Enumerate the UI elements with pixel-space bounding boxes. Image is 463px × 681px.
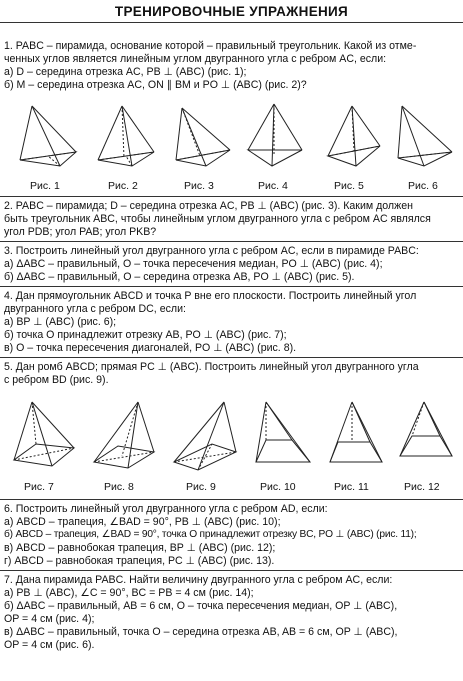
caption-fig-3: Рис. 3 [184,180,214,192]
problem-2-line-3: угол PDB; угол PAB; угол PKB? [4,226,157,238]
problem-4-line-4: б) точка O принадлежит отрезку AB, PO ⊥ (ABC) (рис. 7); [4,329,287,341]
divider-4 [0,357,463,358]
caption-fig-6: Рис. 6 [408,180,438,192]
problem-7-line-3: б) ΔABC – правильный, AB = 6 см, O – точка пересечения медиан, OP ⊥ (ABC), [4,600,398,612]
figure-11-pyramid [324,396,388,474]
figure-4-pyramid [242,100,308,172]
problem-1-line-4: б) M – середина отрезка AC, ON ∥ BM и PO ⊥ (ABC) (рис. 2)? [4,79,307,91]
problem-6-line-2: а) ABCD – трапеция, ∠BAD = 90°, PB ⊥ (ABC) (рис. 10); [4,516,281,528]
caption-fig-4: Рис. 4 [258,180,288,192]
divider-6 [0,570,463,571]
figure-2-pyramid [92,100,160,172]
problem-4-line-3: а) BP ⊥ (ABC) (рис. 6); [4,316,117,328]
figure-7-pyramid [8,396,80,474]
problem-1-line-3: а) D – середина отрезка AC, PB ⊥ (ABC) (рис. 1); [4,66,247,78]
figure-1-pyramid [12,100,82,172]
figure-5-pyramid [322,100,384,172]
page-title: ТРЕНИРОВОЧНЫЕ УПРАЖНЕНИЯ [114,4,349,19]
figure-8-pyramid [88,396,160,474]
figure-9-pyramid [168,396,242,474]
caption-fig-12: Рис. 12 [404,481,440,493]
problem-2-line-2: быть треугольник ABC, чтобы линейным углом двугранного угла с ребром AC являлся [4,213,431,225]
problem-3-line-2: а) ΔABC – правильный, O – точка пересечения медиан, PO ⊥ (ABC) (рис. 4); [4,258,383,270]
problem-5-line-2: с ребром BD (рис. 9). [4,374,109,386]
problem-4-line-2: двугранного угла с ребром DC, если: [4,303,186,315]
problem-4-line-1: 4. Дан прямоугольник ABCD и точка P вне его плоскости. Построить линейный угол [4,290,417,302]
caption-fig-2: Рис. 2 [108,180,138,192]
divider-5 [0,499,463,500]
caption-fig-9: Рис. 9 [186,481,216,493]
problem-7-line-5: в) ΔABC – правильный, точка O – середина отрезка AB, AB = 6 см, OP ⊥ (ABC), [4,626,398,638]
figures-row-2 [0,392,463,497]
caption-fig-7: Рис. 7 [24,481,54,493]
problem-7-line-6: OP = 4 см (рис. 6). [4,639,95,651]
title-divider [0,22,463,23]
problem-2-line-1: 2. PABC – пирамида; D – середина отрезка AC, PB ⊥ (ABC) (рис. 3). Каким должен [4,200,413,212]
problem-6-line-3: б) ABCD – трапеция, ∠BAD = 90°, точка O принадлежит отрезку BC, PO ⊥ (ABC) (рис. 11); [4,529,417,540]
divider-1 [0,196,463,197]
problem-1-line-1: 1. PABC – пирамида, основание которой – правильный треугольник. Какой из отме- [4,40,417,52]
divider-3 [0,286,463,287]
figures-row-1 [0,100,463,195]
problem-5-line-1: 5. Дан ромб ABCD; прямая PC ⊥ (ABC). Построить линейный угол двугранного угла [4,361,419,373]
problem-3-line-3: б) ΔABC – правильный, O – середина отрезка AB, PO ⊥ (ABC) (рис. 5). [4,271,355,283]
figure-3-pyramid [170,100,236,172]
problem-3-line-1: 3. Построить линейный угол двугранного угла с ребром AC, если в пирамиде PABC: [4,245,419,257]
caption-fig-8: Рис. 8 [104,481,134,493]
problem-4-line-5: в) O – точка пересечения диагоналей, PO ⊥ (ABC) (рис. 8). [4,342,297,354]
figure-10-pyramid [248,396,316,474]
problem-6-line-4: в) ABCD – равнобокая трапеция, BP ⊥ (ABC) (рис. 12); [4,542,276,554]
divider-2 [0,241,463,242]
problem-1-line-2: ченных углов является линейным углом двугранного угла с ребром AC, если: [4,53,387,65]
caption-fig-5: Рис. 5 [334,180,364,192]
caption-fig-11: Рис. 11 [334,481,369,493]
problem-7-line-2: а) PB ⊥ (ABC), ∠C = 90°, BC = PB = 4 см (рис. 14); [4,587,254,599]
problem-7-line-4: OP = 4 см (рис. 4); [4,613,95,625]
figure-12-pyramid [394,396,458,474]
problem-6-line-5: г) ABCD – равнобокая трапеция, PC ⊥ (ABC) (рис. 13). [4,555,275,567]
problem-6-line-1: 6. Построить линейный угол двугранного угла с ребром AD, если: [4,503,328,515]
figure-6-pyramid [392,100,458,172]
caption-fig-10: Рис. 10 [260,481,296,493]
problem-7-line-1: 7. Дана пирамида PABC. Найти величину двугранного угла с ребром AC, если: [4,574,393,586]
caption-fig-1: Рис. 1 [30,180,60,192]
